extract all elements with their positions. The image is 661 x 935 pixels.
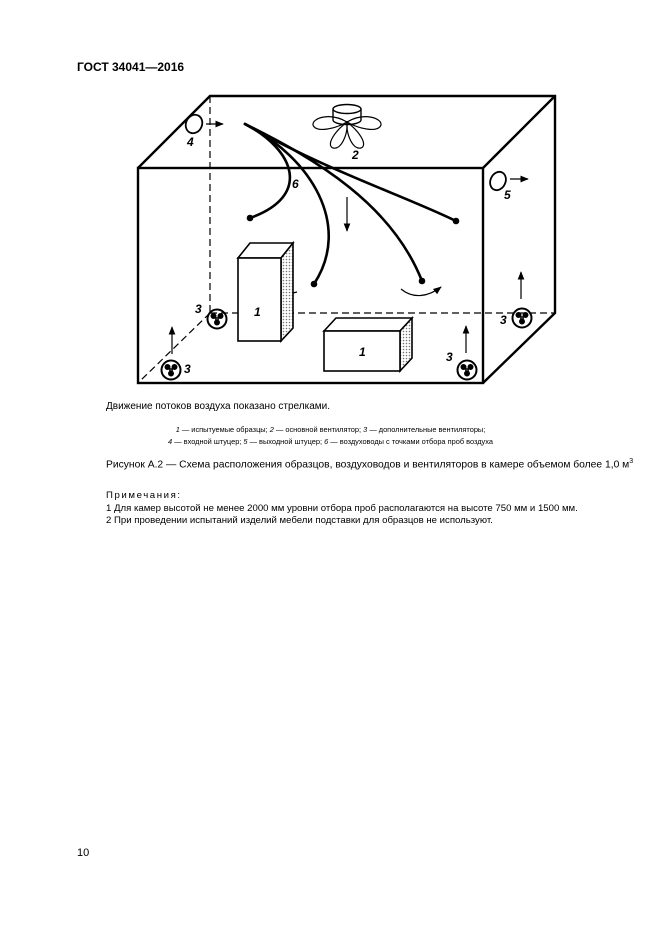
notes-block [106,490,578,528]
label-fan-right-mid: 3 [500,313,507,327]
label-fan-right-bottom: 3 [446,350,453,364]
page-number: 10 [77,847,90,859]
legend-text: — выходной штуцер; [247,437,325,446]
legend-num: 4 [168,437,173,446]
figure-caption-text: Рисунок А.2 — Схема расположения образцов, воздуховодов и вентиляторов в камере объемом более 1,0 м [106,459,630,471]
legend-text: — испытуемые образцы; [179,425,270,434]
sampling-point [247,215,254,222]
label-outlet: 5 [504,188,511,202]
label-inlet: 4 [187,135,194,149]
legend-num: 2 [269,425,274,434]
test-sample-low [324,318,412,371]
note-item: 2 При проведении испытаний изделий мебели подставки для образцов не используют. [106,515,493,526]
notes-title: Примечания: [106,490,182,501]
legend-text: — дополнительные вентиляторы; [367,425,486,434]
label-main-fan: 2 [352,148,359,162]
fan-icon [513,309,532,328]
airflow-curve-arrow [401,287,441,296]
duct-to-far-right-point [245,124,456,221]
label-sample-tall: 1 [254,305,261,319]
label-ducts: 6 [292,177,299,191]
fan-icon [208,310,227,329]
figure-caption-superscript: 3 [629,458,634,465]
sampling-point [419,278,426,285]
airflow-note: Движение потоков воздуха показано стрелками. [106,401,331,412]
legend-num: 6 [324,437,329,446]
chamber-front-face [138,168,483,383]
chamber-diagram [0,0,661,400]
test-sample-tall [238,243,293,341]
sampling-point [453,218,460,225]
chamber-top-right-edge [483,96,555,168]
main-fan-icon [313,105,381,149]
legend-line-1 [0,425,661,434]
label-fan-left-bottom: 3 [184,362,191,376]
legend-text: — входной штуцер; [172,437,244,446]
label-sample-low: 1 [359,345,366,359]
legend-text: — основной вентилятор; [273,425,364,434]
legend-line-2 [0,437,661,446]
label-fan-left-mid: 3 [195,302,202,316]
note-item: 1 Для камер высотой не менее 2000 мм уровни отбора проб располагаются на высоте 750 мм и 1500 мм. [106,502,578,514]
legend-num: 1 [175,425,180,434]
legend-num: 3 [363,425,368,434]
fan-icon [162,361,181,380]
document-code: ГОСТ 34041—2016 [77,60,185,74]
fan-icon [458,361,477,380]
legend-num: 5 [243,437,248,446]
figure-caption [106,458,633,470]
sampling-point [311,281,318,288]
legend-text: — воздуховоды с точками отбора проб воздуха [328,437,493,446]
